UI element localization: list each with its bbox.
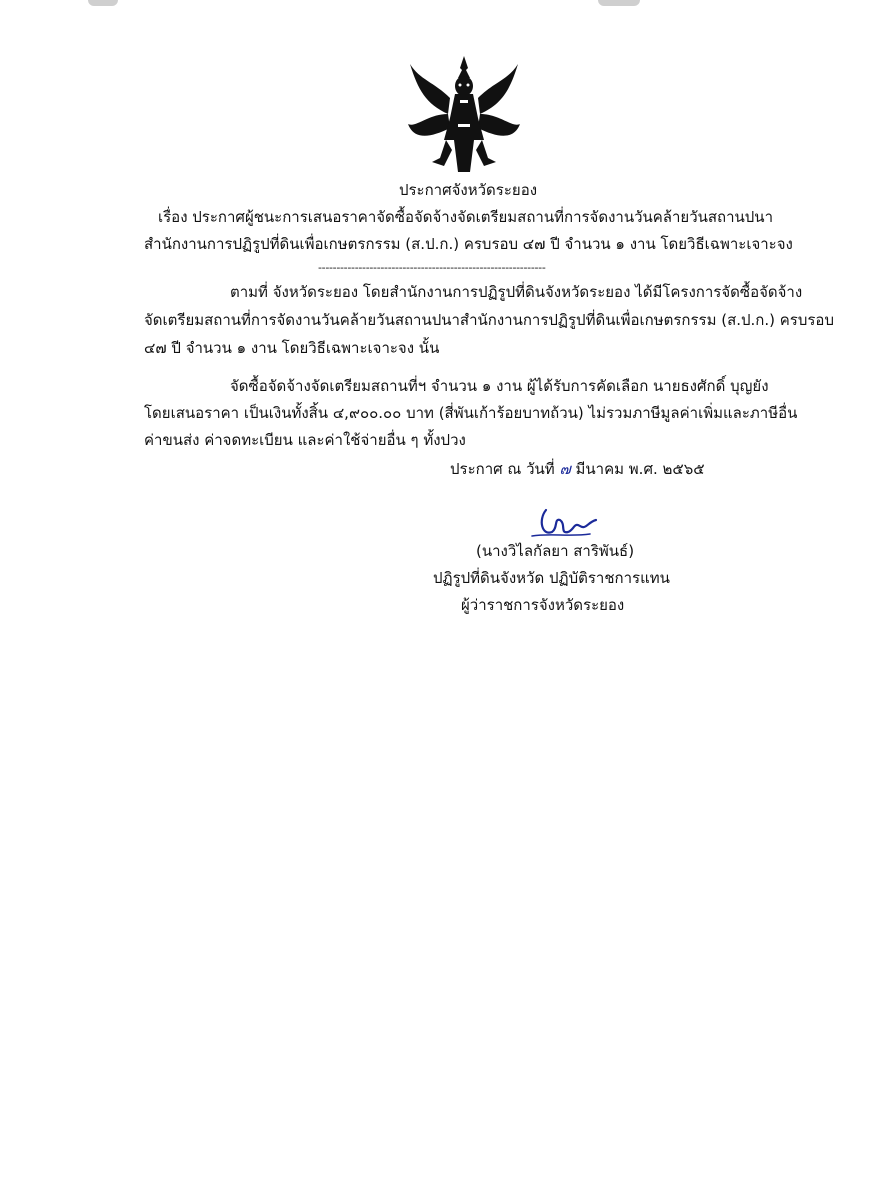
separator-line: --------------------------------------------------------------	[318, 261, 546, 274]
subject-line-2: สำนักงานการปฏิรูปที่ดินเพื่อเกษตรกรรม (ส.ป.ก.) ครบรอบ ๔๗ ปี จำนวน ๑ งาน โดยวิธีเฉพาะเจาะจง	[144, 235, 793, 253]
paragraph-2-line-2: โดยเสนอราคา เป็นเงินทั้งสิ้น ๔,๙๐๐.๐๐ บาท (สี่พันเก้าร้อยบาทถ้วน) ไม่รวมภาษีมูลค่าเพิ่มและภาษีอื่น	[144, 404, 798, 422]
paragraph-1-line-1: ตามที่ จังหวัดระยอง โดยสำนักงานการปฏิรูปที่ดินจังหวัดระยอง ได้มีโครงการจัดซื้อจัดจ้าง	[230, 283, 803, 301]
garuda-emblem	[404, 54, 524, 176]
scan-edge-left	[88, 0, 118, 6]
date-suffix: มีนาคม พ.ศ. ๒๕๖๕	[575, 460, 705, 478]
paragraph-2-line-1: จัดซื้อจัดจ้างจัดเตรียมสถานที่ฯ จำนวน ๑ งาน ผู้ได้รับการคัดเลือก นายธงศักดิ์ บุญยัง	[230, 377, 769, 395]
paragraph-1-line-3: ๔๗ ปี จำนวน ๑ งาน โดยวิธีเฉพาะเจาะจง นั้น	[144, 339, 440, 357]
scan-edge-right	[598, 0, 640, 6]
signer-name: (นางวิไลกัลยา สาริพันธ์)	[476, 542, 635, 560]
signer-position-2: ผู้ว่าราชการจังหวัดระยอง	[461, 596, 625, 614]
date-prefix: ประกาศ ณ วันที่	[450, 460, 555, 478]
agency-heading: ประกาศจังหวัดระยอง	[398, 181, 538, 199]
paragraph-2-line-3: ค่าขนส่ง ค่าจดทะเบียน และค่าใช้จ่ายอื่น ๆ ทั้งปวง	[144, 431, 466, 449]
announcement-date	[450, 459, 705, 479]
date-day: ๗	[559, 460, 571, 478]
signer-position-1: ปฏิรูปที่ดินจังหวัด ปฏิบัติราชการแทน	[433, 569, 670, 587]
handwritten-signature	[530, 506, 600, 542]
subject-line-1: เรื่อง ประกาศผู้ชนะการเสนอราคาจัดซื้อจัดจ้างจัดเตรียมสถานที่การจัดงานวันคล้ายวันสถานปนา	[158, 208, 773, 226]
paragraph-1-line-2: จัดเตรียมสถานที่การจัดงานวันคล้ายวันสถานปนาสำนักงานการปฏิรูปที่ดินเพื่อเกษตรกรรม (ส.ป.ก.) ครบรอบ	[144, 311, 834, 329]
